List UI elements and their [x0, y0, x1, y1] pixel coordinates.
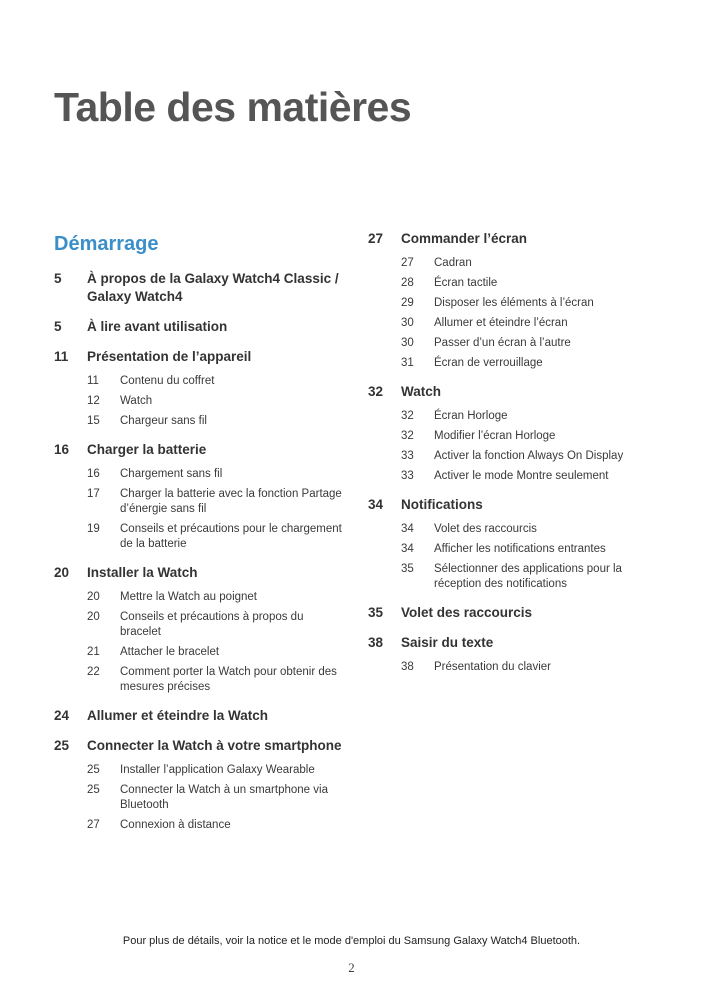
toc-subentry[interactable] [401, 562, 668, 592]
toc-subentry-page: 33 [401, 450, 414, 462]
toc-subentry-page: 20 [87, 611, 100, 623]
toc-subentry-page: 22 [87, 666, 100, 678]
toc-entry-page: 34 [368, 497, 384, 512]
toc-subentry-title: Installer l’application Galaxy Wearable [120, 764, 315, 776]
toc-entry-title: À lire avant utilisation [87, 319, 228, 334]
toc-subentry[interactable] [87, 522, 344, 552]
toc-subentry-title: Connecter la Watch à un smartphone via Bluetooth [120, 784, 328, 811]
page-title: Table des matières [54, 84, 412, 130]
toc-subentry-page: 32 [401, 410, 414, 422]
toc-left-column [54, 230, 344, 845]
toc-entry-title: Saisir du texte [401, 635, 494, 650]
toc-subentry-page: 20 [87, 591, 100, 603]
toc-entry-page: 35 [368, 605, 384, 620]
toc-sublist [87, 763, 344, 833]
toc-sublist [401, 256, 668, 371]
toc-subentry-title: Chargement sans fil [120, 468, 223, 480]
toc-subentry[interactable] [401, 469, 668, 484]
toc-entry[interactable] [54, 270, 344, 306]
toc-subentry[interactable] [401, 449, 668, 464]
toc-subentry-page: 38 [401, 661, 414, 673]
toc-subentry[interactable] [87, 467, 344, 482]
toc-subentry[interactable] [401, 336, 668, 351]
toc-sublist [401, 522, 668, 592]
toc-entry-title: Connecter la Watch à votre smartphone [87, 738, 342, 753]
toc-subentry[interactable] [87, 783, 344, 813]
toc-subentry[interactable] [401, 276, 668, 291]
toc-sublist [87, 590, 344, 695]
toc-subentry[interactable] [401, 542, 668, 557]
toc-subentry-page: 27 [401, 257, 414, 269]
toc-subentry[interactable] [401, 409, 668, 424]
toc-subentry[interactable] [87, 645, 344, 660]
toc-subentry-title: Chargeur sans fil [120, 415, 207, 427]
toc-entry[interactable] [368, 496, 668, 514]
toc-subentry-page: 16 [87, 468, 100, 480]
toc-subentry-page: 25 [87, 784, 100, 796]
toc-subentry-page: 11 [87, 375, 99, 387]
toc-entry-page: 25 [54, 738, 70, 753]
toc-subentry-title: Afficher les notifications entrantes [434, 543, 606, 555]
toc-subentry-title: Watch [120, 395, 153, 407]
toc-subentry-page: 34 [401, 543, 414, 555]
section-title: Démarrage [54, 233, 159, 255]
toc-left-list [54, 270, 344, 833]
toc-sublist [401, 409, 668, 484]
footer-note: Pour plus de détails, voir la notice et le mode d'emploi du Samsung Galaxy Watch4 Bluetooth. [122, 935, 581, 947]
toc-subentry[interactable] [87, 487, 344, 517]
toc-entry[interactable] [54, 707, 344, 725]
toc-subentry-title: Comment porter la Watch pour obtenir des mesures précises [120, 666, 337, 693]
toc-entry-page: 16 [54, 442, 70, 457]
toc-entry[interactable] [368, 604, 668, 622]
page-number: 2 [348, 960, 355, 975]
toc-subentry-title: Écran tactile [434, 277, 498, 289]
toc-subentry[interactable] [87, 414, 344, 429]
toc-sublist [87, 467, 344, 552]
toc-subentry-page: 30 [401, 317, 414, 329]
toc-entry-title: Charger la batterie [87, 442, 207, 457]
toc-subentry-page: 30 [401, 337, 414, 349]
toc-subentry-page: 19 [87, 523, 100, 535]
toc-subentry-page: 32 [401, 430, 414, 442]
toc-right-column [368, 230, 668, 687]
toc-entry-title: Watch [401, 384, 441, 399]
toc-entry-title: À propos de la Galaxy Watch4 Classic / Galaxy Watch4 [87, 271, 339, 304]
toc-entry-page: 11 [54, 349, 69, 364]
toc-entry[interactable] [54, 348, 344, 366]
toc-entry[interactable] [368, 230, 668, 248]
toc-entry-title: Allumer et éteindre la Watch [87, 708, 269, 723]
toc-subentry[interactable] [401, 316, 668, 331]
toc-subentry[interactable] [401, 522, 668, 537]
toc-subentry-title: Attacher le bracelet [120, 646, 220, 658]
toc-subentry-title: Écran Horloge [434, 410, 508, 422]
toc-subentry-title: Conseils et précautions à propos du bracelet [120, 611, 304, 638]
toc-subentry[interactable] [87, 610, 344, 640]
toc-entry-page: 32 [368, 384, 384, 399]
toc-subentry-title: Modifier l’écran Horloge [434, 430, 556, 442]
toc-subentry[interactable] [87, 818, 344, 833]
toc-subentry[interactable] [401, 660, 668, 675]
toc-sublist [87, 374, 344, 429]
toc-subentry-page: 28 [401, 277, 414, 289]
toc-subentry[interactable] [87, 374, 344, 389]
toc-entry-title: Commander l’écran [401, 231, 528, 246]
toc-subentry-title: Contenu du coffret [120, 375, 215, 387]
toc-entry-page: 27 [368, 231, 384, 246]
toc-subentry-title: Connexion à distance [120, 819, 231, 831]
toc-subentry-title: Charger la batterie avec la fonction Partage d’énergie sans fil [120, 488, 342, 515]
toc-subentry-title: Sélectionner des applications pour la réception des notifications [434, 563, 622, 590]
toc-subentry-page: 27 [87, 819, 100, 831]
toc-subentry[interactable] [87, 763, 344, 778]
toc-subentry-page: 21 [87, 646, 100, 658]
toc-entry[interactable] [54, 564, 344, 582]
toc-subentry-page: 34 [401, 523, 414, 535]
toc-entry-page: 5 [54, 271, 62, 286]
toc-subentry-title: Activer la fonction Always On Display [434, 450, 624, 462]
toc-subentry-title: Cadran [434, 257, 472, 269]
toc-subentry-title: Allumer et éteindre l’écran [434, 317, 568, 329]
toc-entry-page: 20 [54, 565, 70, 580]
toc-subentry-page: 25 [87, 764, 100, 776]
toc-entry-page: 24 [54, 708, 70, 723]
toc-subentry[interactable] [87, 590, 344, 605]
toc-right-list [368, 230, 668, 675]
toc-subentry-title: Écran de verrouillage [434, 357, 543, 369]
toc-entry[interactable] [368, 634, 668, 652]
toc-subentry[interactable] [401, 356, 668, 371]
toc-subentry-title: Mettre la Watch au poignet [120, 591, 258, 603]
toc-entry-page: 38 [368, 635, 384, 650]
toc-entry-title: Notifications [401, 497, 483, 512]
toc-subentry[interactable] [401, 429, 668, 444]
toc-subentry-title: Activer le mode Montre seulement [434, 470, 609, 482]
toc-subentry-page: 35 [401, 563, 414, 575]
toc-subentry-title: Passer d’un écran à l’autre [434, 337, 571, 349]
toc-entry-title: Installer la Watch [87, 565, 198, 580]
toc-subentry[interactable] [401, 296, 668, 311]
toc-entry-title: Volet des raccourcis [401, 605, 533, 620]
toc-subentry-title: Conseils et précautions pour le chargement de la batterie [120, 523, 342, 550]
toc-subentry-page: 12 [87, 395, 100, 407]
toc-sublist [401, 660, 668, 675]
toc-subentry-title: Disposer les éléments à l’écran [434, 297, 594, 309]
toc-subentry[interactable] [87, 665, 344, 695]
toc-entry[interactable] [54, 737, 344, 755]
toc-subentry[interactable] [401, 256, 668, 271]
toc-entry[interactable] [368, 383, 668, 401]
toc-subentry-page: 15 [87, 415, 100, 427]
toc-subentry-title: Présentation du clavier [434, 661, 551, 673]
toc-subentry-title: Volet des raccourcis [434, 523, 537, 535]
toc-entry[interactable] [54, 318, 344, 336]
toc-subentry-page: 29 [401, 297, 414, 309]
toc-subentry-page: 17 [87, 488, 100, 500]
toc-entry-title: Présentation de l’appareil [87, 349, 252, 364]
toc-entry[interactable] [54, 441, 344, 459]
toc-subentry-page: 33 [401, 470, 414, 482]
toc-subentry[interactable] [87, 394, 344, 409]
toc-entry-page: 5 [54, 319, 62, 334]
toc-subentry-page: 31 [401, 357, 414, 369]
